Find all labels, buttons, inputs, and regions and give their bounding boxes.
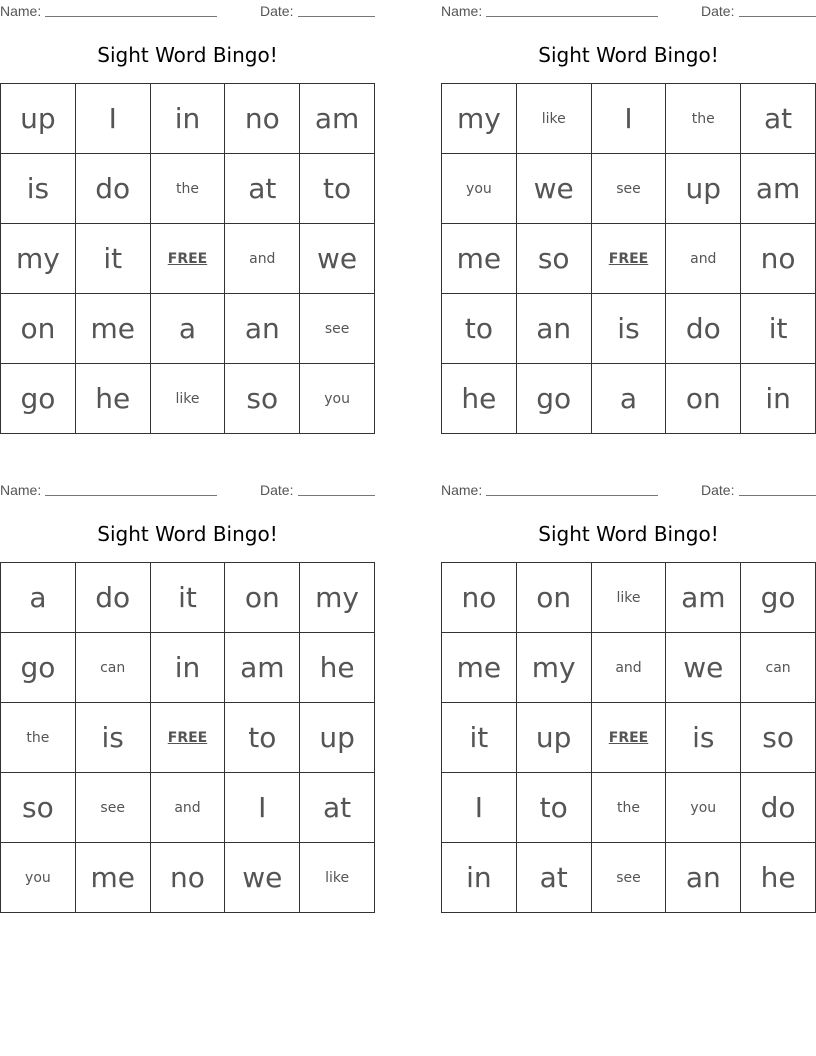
date-write-line: [739, 16, 816, 17]
bingo-cell: my: [1, 224, 76, 294]
bingo-cell: up: [666, 154, 741, 224]
bingo-grid: [441, 562, 816, 913]
bingo-cell: me: [76, 294, 151, 364]
bingo-cell: a: [1, 563, 76, 633]
date-write-line: [739, 495, 816, 496]
bingo-cell: we: [666, 633, 741, 703]
bingo-cell: on: [1, 294, 76, 364]
bingo-cell: he: [300, 633, 375, 703]
card-title: Sight Word Bingo!: [538, 43, 719, 67]
bingo-cell: it: [442, 703, 517, 773]
bingo-cell: the: [151, 154, 226, 224]
bingo-cell: on: [225, 563, 300, 633]
bingo-cell: no: [151, 843, 226, 913]
free-space-cell: FREE: [151, 224, 226, 294]
bingo-cell: am: [225, 633, 300, 703]
bingo-cell: me: [442, 633, 517, 703]
bingo-cell: up: [517, 703, 592, 773]
bingo-cell: can: [76, 633, 151, 703]
name-date-row: [441, 3, 816, 19]
bingo-grid: [0, 562, 375, 913]
bingo-cell: like: [517, 84, 592, 154]
bingo-cell: at: [741, 84, 816, 154]
bingo-cell: a: [151, 294, 226, 364]
bingo-cell: me: [442, 224, 517, 294]
bingo-cell: an: [225, 294, 300, 364]
bingo-cell: like: [300, 843, 375, 913]
bingo-cell: he: [741, 843, 816, 913]
free-space-cell: FREE: [151, 703, 226, 773]
bingo-cell: in: [151, 84, 226, 154]
bingo-cell: do: [666, 294, 741, 364]
bingo-cell: do: [76, 563, 151, 633]
bingo-cell: an: [517, 294, 592, 364]
bingo-cell: you: [666, 773, 741, 843]
bingo-cell: he: [76, 364, 151, 434]
bingo-cell: you: [442, 154, 517, 224]
date-label: Date:: [260, 482, 294, 498]
bingo-cell: is: [666, 703, 741, 773]
bingo-cell: my: [442, 84, 517, 154]
bingo-cell: so: [517, 224, 592, 294]
bingo-cell: at: [517, 843, 592, 913]
free-space-cell: FREE: [592, 224, 667, 294]
bingo-cell: the: [666, 84, 741, 154]
card-title: Sight Word Bingo!: [97, 522, 278, 546]
name-label: Name:: [0, 3, 42, 19]
bingo-cell: up: [300, 703, 375, 773]
bingo-cell: can: [741, 633, 816, 703]
bingo-cell: see: [76, 773, 151, 843]
bingo-cell: we: [517, 154, 592, 224]
bingo-card: [0, 0, 375, 432]
bingo-cell: no: [741, 224, 816, 294]
name-date-row: [0, 482, 375, 498]
bingo-cell: to: [300, 154, 375, 224]
bingo-cell: I: [442, 773, 517, 843]
bingo-cell: in: [442, 843, 517, 913]
bingo-cell: a: [592, 364, 667, 434]
bingo-cell: so: [225, 364, 300, 434]
bingo-cell: we: [300, 224, 375, 294]
bingo-cell: at: [300, 773, 375, 843]
bingo-cell: to: [225, 703, 300, 773]
bingo-cell: go: [517, 364, 592, 434]
bingo-cell: up: [1, 84, 76, 154]
name-label: Name:: [0, 482, 42, 498]
bingo-cell: it: [151, 563, 226, 633]
date-label: Date:: [260, 3, 294, 19]
bingo-cell: am: [741, 154, 816, 224]
bingo-cell: at: [225, 154, 300, 224]
card-title: Sight Word Bingo!: [97, 43, 278, 67]
bingo-cell: do: [76, 154, 151, 224]
bingo-cell: you: [300, 364, 375, 434]
bingo-cell: is: [1, 154, 76, 224]
bingo-grid: [441, 83, 816, 434]
name-write-line: [45, 495, 217, 496]
bingo-cell: go: [1, 364, 76, 434]
name-date-row: [441, 482, 816, 498]
bingo-cell: the: [1, 703, 76, 773]
date-label: Date:: [701, 482, 735, 498]
bingo-card: [441, 0, 816, 432]
bingo-cell: go: [741, 563, 816, 633]
bingo-cell: to: [442, 294, 517, 364]
card-title: Sight Word Bingo!: [538, 522, 719, 546]
bingo-cell: I: [225, 773, 300, 843]
bingo-cell: see: [592, 843, 667, 913]
bingo-cell: my: [517, 633, 592, 703]
bingo-cell: you: [1, 843, 76, 913]
bingo-cell: like: [151, 364, 226, 434]
bingo-cell: go: [1, 633, 76, 703]
bingo-cell: the: [592, 773, 667, 843]
bingo-cell: I: [76, 84, 151, 154]
name-write-line: [486, 16, 658, 17]
bingo-cell: like: [592, 563, 667, 633]
bingo-cell: it: [741, 294, 816, 364]
bingo-card: [0, 479, 375, 911]
bingo-cell: am: [300, 84, 375, 154]
name-write-line: [45, 16, 217, 17]
bingo-cell: so: [741, 703, 816, 773]
date-label: Date:: [701, 3, 735, 19]
bingo-cell: do: [741, 773, 816, 843]
name-label: Name:: [441, 3, 483, 19]
bingo-cell: see: [592, 154, 667, 224]
bingo-cell: me: [76, 843, 151, 913]
bingo-cell: he: [442, 364, 517, 434]
bingo-cell: and: [225, 224, 300, 294]
bingo-cell: is: [76, 703, 151, 773]
bingo-cell: no: [225, 84, 300, 154]
bingo-cell: it: [76, 224, 151, 294]
bingo-cell: and: [666, 224, 741, 294]
name-write-line: [486, 495, 658, 496]
bingo-cell: my: [300, 563, 375, 633]
bingo-cell: we: [225, 843, 300, 913]
name-date-row: [0, 3, 375, 19]
bingo-cell: on: [517, 563, 592, 633]
date-write-line: [298, 495, 375, 496]
bingo-cell: am: [666, 563, 741, 633]
bingo-grid: [0, 83, 375, 434]
bingo-cell: to: [517, 773, 592, 843]
bingo-cell: no: [442, 563, 517, 633]
bingo-cell: and: [151, 773, 226, 843]
bingo-cell: see: [300, 294, 375, 364]
bingo-card: [441, 479, 816, 911]
bingo-cell: an: [666, 843, 741, 913]
free-space-cell: FREE: [592, 703, 667, 773]
bingo-cell: I: [592, 84, 667, 154]
date-write-line: [298, 16, 375, 17]
bingo-cell: so: [1, 773, 76, 843]
bingo-cell: and: [592, 633, 667, 703]
name-label: Name:: [441, 482, 483, 498]
bingo-cell: on: [666, 364, 741, 434]
bingo-cell: in: [741, 364, 816, 434]
bingo-cell: in: [151, 633, 226, 703]
bingo-cell: is: [592, 294, 667, 364]
